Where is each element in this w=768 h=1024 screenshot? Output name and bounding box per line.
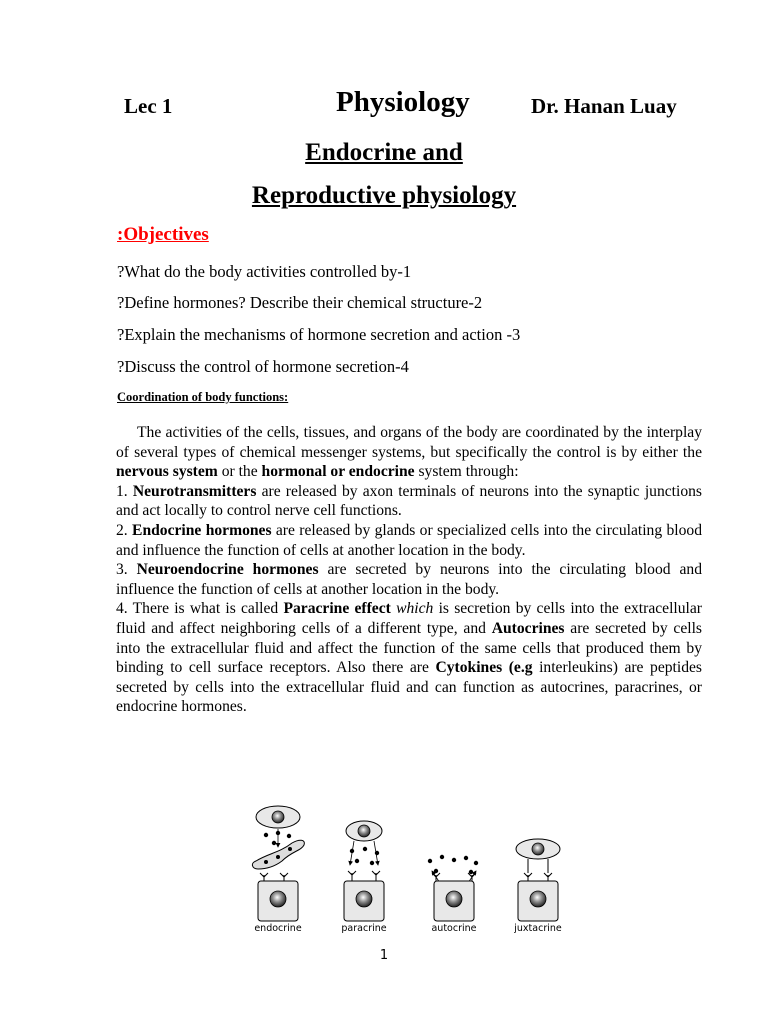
bold-term: hormonal or endocrine <box>261 463 415 481</box>
body-text <box>116 423 702 717</box>
item-number: 3. <box>116 561 137 579</box>
intro-paragraph <box>116 423 702 482</box>
text-run: 4. There is what is called <box>116 600 284 618</box>
objectives-heading: :Objectives <box>117 224 209 245</box>
objective-item: ?Explain the mechanisms of hormone secretion and action -3 <box>117 325 521 344</box>
list-item <box>116 521 702 560</box>
bold-term: Endocrine hormones <box>132 521 272 539</box>
objective-item: ?What do the body activities controlled by-1 <box>117 262 412 281</box>
objective-item: ?Define hormones? Describe their chemical structure-2 <box>117 293 483 312</box>
item-number: 1. <box>116 482 133 500</box>
paracrine-diagram <box>344 821 384 921</box>
page-title-line2: Reproductive physiology <box>251 182 517 209</box>
page-title-line1: Endocrine and <box>305 139 463 166</box>
text-run: are released by glands or specialized cells into the circulating blood and influence the function of cells at another location in the body. <box>116 521 703 559</box>
subject-title: Physiology <box>336 86 470 118</box>
text-run: is secretion by cells into the extracellular fluid and affect neighboring cells of a different type, and <box>116 600 702 637</box>
text-run: system through: <box>414 463 519 481</box>
page-number: 1 <box>379 948 389 963</box>
figure-label-juxtacrine: juxtacrine <box>514 923 562 933</box>
text-run: The activities of the cells, tissues, and organs of the body are coordinated by the interplay of several types of chemical messenger systems, but specifically the control is by either the <box>116 424 702 461</box>
italic-term: which <box>390 600 434 618</box>
autocrine-diagram <box>428 855 478 921</box>
text-run: are released by axon terminals of neurons into the synaptic junctions and act locally to control nerve cell functions. <box>116 482 702 520</box>
list-item <box>116 482 702 521</box>
bold-term: Cytokines (e.g <box>435 659 533 677</box>
figure-label-autocrine: autocrine <box>431 923 477 933</box>
figure-label-paracrine: paracrine <box>341 923 387 933</box>
lecture-label: Lec 1 <box>124 94 173 118</box>
bold-term: Neuroendocrine hormones <box>136 561 319 579</box>
objective-item: ?Discuss the control of hormone secretion-4 <box>117 357 409 376</box>
list-item <box>116 599 702 717</box>
text-run: are secreted by neurons into the circulating blood and influence the function of cells at another location in the body. <box>116 561 702 598</box>
section-heading: Coordination of body functions: <box>117 390 289 404</box>
bold-term: Paracrine effect <box>283 600 391 618</box>
figure-label-endocrine: endocrine <box>254 923 302 933</box>
juxtacrine-diagram <box>516 839 560 921</box>
signaling-types-figure <box>244 803 574 933</box>
bold-term: nervous system <box>116 463 218 481</box>
bold-term: Autocrines <box>491 619 565 637</box>
text-run: are secreted by cells into the extracellular fluid and affect the function of the same cells that produced them by binding to cell surface receptors. Also there are <box>116 619 703 677</box>
endocrine-diagram <box>252 806 304 921</box>
bold-term: Neurotransmitters <box>132 482 257 500</box>
list-item <box>116 560 702 599</box>
text-run: interleukins) are peptides secreted by cells into the extracellular fluid and can function as autocrines, paracrines, or endocrine hormones. <box>116 659 702 716</box>
text-run: or the <box>217 463 262 481</box>
item-number: 2. <box>116 521 133 539</box>
author-name: Dr. Hanan Luay <box>531 94 677 118</box>
